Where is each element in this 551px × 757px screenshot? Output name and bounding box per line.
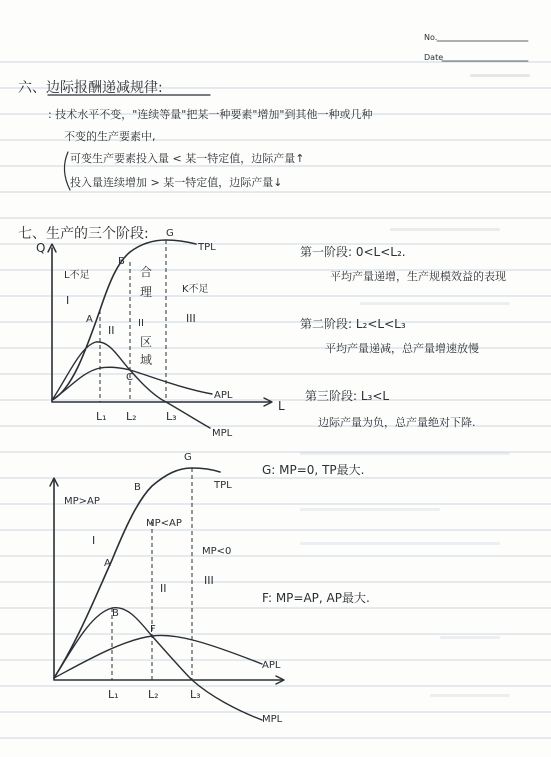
- chart2-note-f: F: MP=AP, AP最大.: [262, 591, 370, 605]
- chart2-note-g: G: MP=0, TP最大.: [262, 463, 365, 477]
- stage1-note: 平均产量递增，生产规模效益的表现: [330, 270, 506, 283]
- chart1-ap-label: APL: [214, 390, 233, 401]
- section6-title: 六、边际报酬递减规律:: [18, 80, 163, 96]
- section6-line1: : 技术水平不变，"连续等量"把某一种要素"增加"到其他一种或几种: [48, 108, 373, 121]
- chart1-point-g: G: [166, 228, 174, 239]
- stage3-note: 边际产量为负，总产量绝对下降.: [318, 416, 476, 429]
- chart1-l3: L₃: [166, 410, 177, 423]
- chart2-ap-label: APL: [262, 660, 281, 671]
- chart2-stage-iii: III: [204, 574, 214, 587]
- chart1-zone1-note: L不足: [64, 270, 90, 281]
- chart2-point-b2: B: [112, 608, 119, 619]
- header-no-label: No.: [424, 33, 438, 42]
- chart2-l3: L₃: [190, 688, 201, 701]
- chart1-l1: L₁: [96, 410, 107, 423]
- stage2-note: 平均产量递减，总产量增速放慢: [325, 342, 479, 355]
- chart1-stage-ii-zone: II: [138, 318, 144, 329]
- chart2-note-mp-gt-ap: MP>AP: [64, 496, 100, 507]
- chart2-tp-label: TPL: [214, 480, 232, 491]
- chart1-tp-label: TPL: [198, 242, 216, 253]
- chart1-point-c: C: [126, 372, 133, 383]
- chart1-zone2-char1: 合: [140, 265, 153, 279]
- chart1-mp-label: MPL: [212, 428, 233, 439]
- stage2-label: 第二阶段: L₂<L<L₃: [300, 317, 406, 331]
- chart1-l2: L₂: [126, 410, 137, 423]
- chart1-x-axis-label: L: [278, 399, 285, 413]
- chart2-l2: L₂: [148, 688, 159, 701]
- chart1-point-b: B: [118, 256, 125, 267]
- chart2-l1: L₁: [108, 688, 119, 701]
- chart2-point-g: G: [184, 452, 192, 463]
- chart1-zone3-note: K不足: [182, 284, 209, 295]
- section6-line3: 可变生产要素投入量 < 某一特定值，边际产量↑: [70, 152, 305, 165]
- chart1-zone2-char2: 理: [140, 285, 153, 299]
- chart1-stage-ii-mark: II: [108, 324, 115, 337]
- stage3-label: 第三阶段: L₃<L: [305, 389, 390, 403]
- chart1-zone2-char4: 域: [140, 353, 153, 367]
- chart2-mp-label: MPL: [262, 714, 283, 725]
- chart2-note-mp-lt-ap: MP<AP: [146, 518, 182, 529]
- chart2-point-b: B: [134, 482, 141, 493]
- section7-title: 七、生产的三个阶段:: [18, 226, 149, 242]
- chart1-y-axis-label: Q: [36, 241, 46, 255]
- chart2-stage-ii: II: [160, 582, 167, 595]
- chart1: [36, 228, 285, 439]
- chart2-axes: [54, 480, 282, 680]
- chart2-mp-curve: [54, 608, 262, 720]
- chart1-stage-iii: III: [186, 312, 196, 325]
- chart2: [50, 452, 370, 725]
- chart2-note-mp-lt-0: MP<0: [202, 546, 232, 557]
- chart1-stage-i: I: [66, 294, 70, 307]
- section6-line4: 投入量连续增加 > 某一特定值，边际产量↓: [70, 176, 283, 189]
- chart1-zone2-char3: 区: [140, 335, 153, 349]
- chart1-point-a: A: [86, 314, 93, 325]
- section6-line2: 不变的生产要素中,: [64, 130, 156, 143]
- header-date-label: Date: [424, 53, 444, 62]
- stage1-label: 第一阶段: 0<L<L₂.: [300, 245, 406, 259]
- chart2-point-f: F: [150, 624, 156, 635]
- chart2-point-a: A: [104, 558, 111, 569]
- chart2-stage-i: I: [92, 534, 96, 547]
